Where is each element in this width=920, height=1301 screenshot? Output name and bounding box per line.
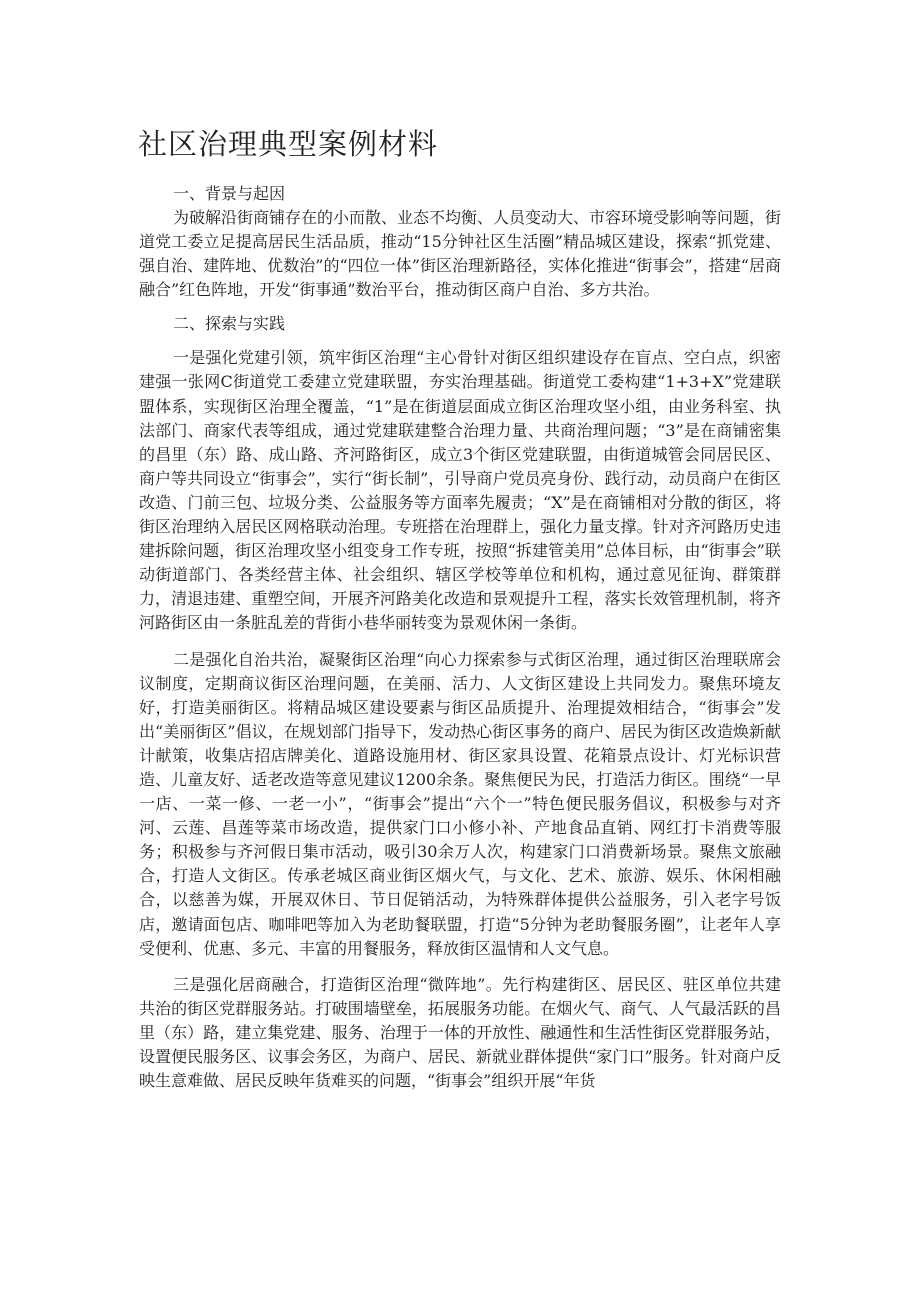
section-heading-background: 一、背景与起因 xyxy=(173,184,286,203)
paragraph-resident-merchant: 三是强化居商融合，打造街区治理“微阵地”。先行构建街区、居民区、驻区单位共建共治的街区党群服务站。打破围墙壁垒，拓展服务功能。在烟火气、商气、人气最活跃的昌里（东）路，建立集党建、服务、治理于一体的开放性、融通性和生活性街区党群服务站，设置便民服务区、议事会务区，为商户、居民、新就业群体提供“家门口”服务。针对商户反映生意难做、居民反映年货难买的问题，“街事会”组织开展“年货 xyxy=(139,974,781,1091)
document-title: 社区治理典型案例材料 xyxy=(138,127,439,161)
paragraph-party-building: 一是强化党建引领，筑牢街区治理“主心骨针对街区组织建设存在盲点、空白点，织密建强一张网C街道党工委建立党建联盟，夯实治理基础。街道党工委构建“1+3+X”党建联盟体系，实现街区治理全覆盖，“1”是在街道层面成立街区治理攻坚小组，由业务科室、执法部门、商家代表等组成，通过党建联建整合治理力量、共商治理问题；“3”是在商铺密集的昌里（东）路、成山路、齐河路街区，成立3个街区党建联盟，由街道城管会同居民区、商户等共同设立“街事会”，实行“街长制”，引导商户党员亮身份、践行动，动员商户在街区改造、门前三包、垃圾分类、公益服务等方面率先履责；“X”是在商铺相对分散的街区，将街区治理纳入居民区网格联动治理。专班搭在治理群上，强化力量支撑。针对齐河路历史违建拆除问题，街区治理攻坚小组变身工作专班，按照“拆建管美用”总体目标，由“街事会”联动街道部门、各类经营主体、社会组织、辖区学校等单位和机构，通过意见征询、群策群力，清退违建、重塑空间，开展齐河路美化改造和景观提升工程，落实长效管理机制，将齐河路街区由一条脏乱差的背街小巷华丽转变为景观休闲一条街。 xyxy=(139,348,781,633)
paragraph-self-governance: 二是强化自治共治，凝聚街区治理“向心力探索参与式街区治理，通过街区治理联席会议制度，定期商议街区治理问题，在美丽、活力、人文街区建设上共同发力。聚焦环境友好，打造美丽街区。将精品城区建设要素与街区品质提升、治理提效相结合，“街事会”发出“美丽街区”倡议，在规划部门指导下，发动热心街区事务的商户、居民为街区改造焕新献计献策，收集店招店牌美化、道路设施用材、街区家具设置、花箱景点设计、灯光标识营造、儿童友好、适老改造等意见建议1200余条。聚焦便民为民，打造活力街区。围绕“一早一店、一菜一修、一老一小”，“街事会”提出“六个一”特色便民服务倡议，积极参与对齐河、云莲、昌莲等菜市场改造，提供家门口小修小补、产地食品直销、网红打卡消费等服务；积极参与齐河假日集市活动，吸引30余万人次，构建家门口消费新场景。聚焦文旅融合，打造人文街区。传承老城区商业街区烟火气，与文化、艺术、旅游、娱乐、休闲相融合，以慈善为媒，开展双休日、节日促销活动，为特殊群体提供公益服务，引入老字号饭店，邀请面包店、咖啡吧等加入为老助餐联盟，打造“5分钟为老助餐服务圈”，让老年人享受便利、优惠、多元、丰富的用餐服务，释放街区温情和人文气息。 xyxy=(139,649,781,958)
paragraph-background: 为破解沿街商铺存在的小而散、业态不均衡、人员变动大、市容环境受影响等问题，街道党工委立足提高居民生活品质，推动“15分钟社区生活圈”精品城区建设，探索“抓党建、强自治、建阵地、优数治”的“四位一体”街区治理新路径，实体化推进“街事会”，搭建“居商融合”红色阵地，开发“街事通”数治平台，推动街区商户自治、多方共治。 xyxy=(139,208,782,300)
document-body xyxy=(139,182,781,1093)
section-heading-practice: 二、探索与实践 xyxy=(173,314,286,334)
